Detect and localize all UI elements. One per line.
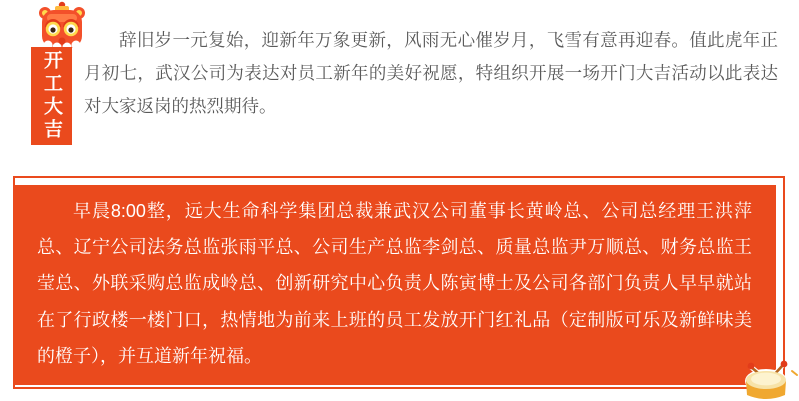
lion-dance-head-icon xyxy=(38,1,86,53)
opening-ceremony-banner xyxy=(31,47,72,145)
highlight-card-text: 早晨8:00整，远大生命科学集团总裁兼武汉公司董事长黄岭总、公司总经理王洪萍总、辽宁公司法务总监张雨平总、公司生产总监李剑总、质量总监尹万顺总、财务总监王莹总、外联采购总监成岭总、创新研究中心负责人陈寅博士及公司各部门负责人早早就站在了行政楼一楼门口，热情地为前来上班的员工发放开门红礼品（定制版可乐及新鲜味美的橙子），并互道新年祝福。 xyxy=(37,201,752,366)
intro-paragraph: 辞旧岁一元复始，迎新年万象更新，风雨无心催岁月，飞雪有意再迎春。值此虎年正月初七，武汉公司为表达对员工新年的美好祝愿，特组织开展一场开门大吉活动以此表达对大家返岗的热烈期待。 xyxy=(84,30,778,116)
festival-drum-icon xyxy=(739,359,799,401)
highlight-card xyxy=(13,185,776,385)
banner-label: 开工大吉 xyxy=(41,50,62,142)
